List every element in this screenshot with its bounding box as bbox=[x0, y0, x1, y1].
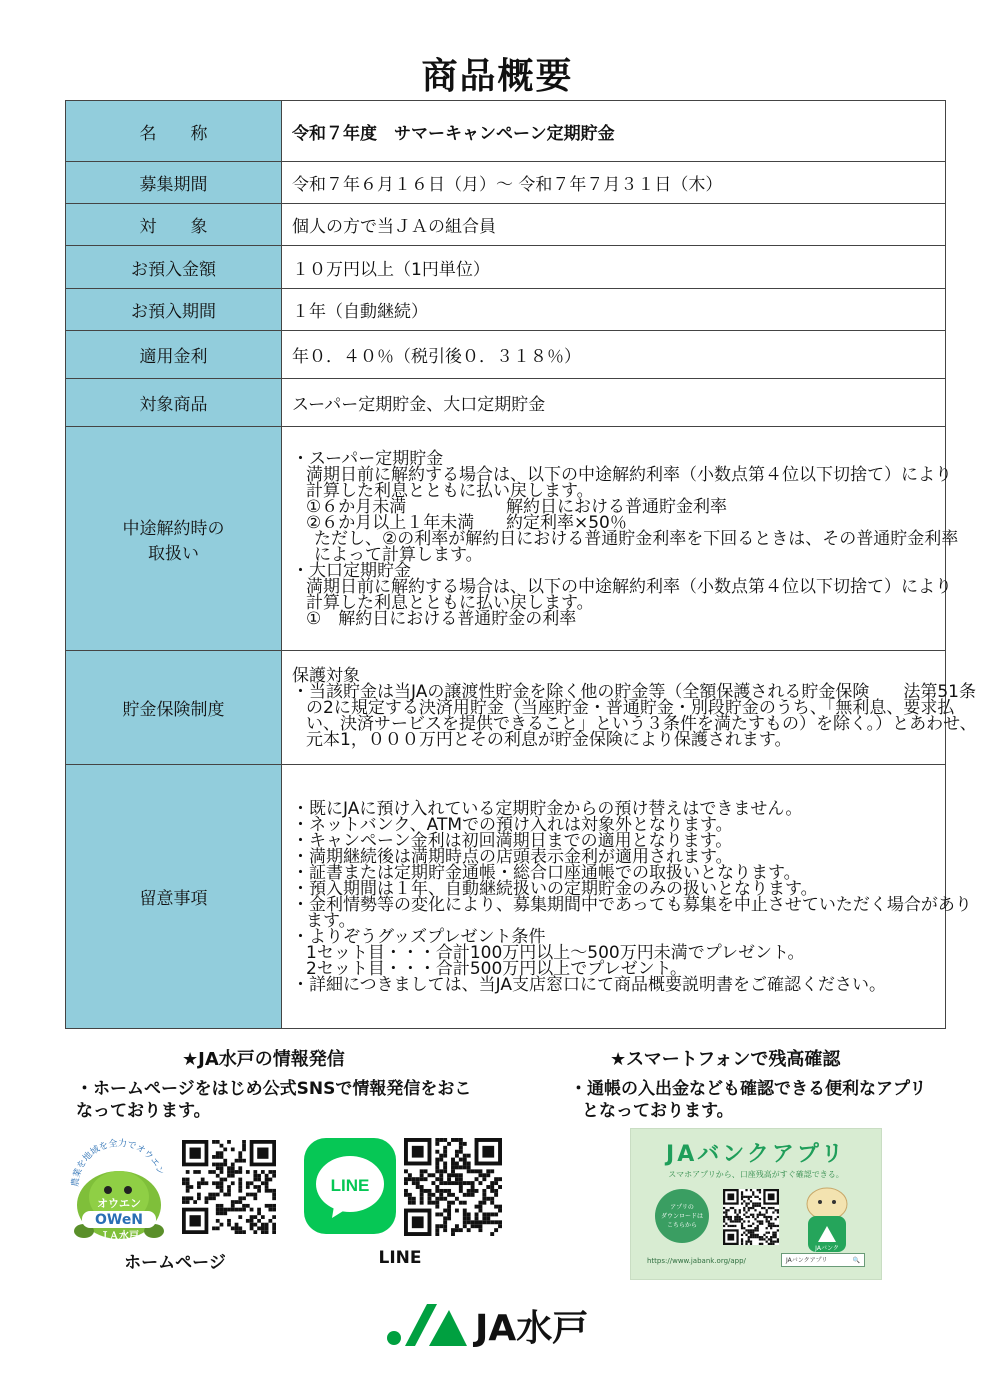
info-text-line2: なっております。 bbox=[76, 1101, 211, 1121]
row-insurance bbox=[66, 651, 946, 765]
cancel-line: ・スーパー定期貯金 bbox=[292, 448, 444, 469]
cancel-line: ・大口定期貯金 bbox=[292, 560, 411, 581]
label-target: 対 象 bbox=[66, 204, 282, 246]
notes-line: ・既にJAに預け入れている定期貯金からの預け替えはできません。 bbox=[292, 798, 803, 819]
notes-line: 2セット目・・・合計500万円以上でプレゼント。 bbox=[306, 958, 688, 979]
row-name bbox=[66, 101, 946, 162]
value-products: スーパー定期貯金、大口定期貯金 bbox=[282, 379, 946, 427]
cancel-line: 満期日前に解約する場合は、以下の中途解約利率（小数点第４位以下切捨て）により bbox=[306, 576, 952, 597]
notes-line: ます。 bbox=[306, 910, 356, 931]
app-text bbox=[570, 1078, 926, 1122]
download-line3: こちらから bbox=[666, 1222, 697, 1229]
value-period: 令和７年６月１６日（月）～ 令和７年７月３１日（木） bbox=[282, 162, 946, 204]
app-text-line2: となっております。 bbox=[582, 1101, 734, 1121]
label-products: 対象商品 bbox=[66, 379, 282, 427]
app-text-line1: ・通帳の入出金なども確認できる便利なアプリ bbox=[570, 1079, 927, 1099]
cancel-cell: 解約日における普通貯金利率 bbox=[506, 496, 727, 517]
label-amount: お預入金額 bbox=[66, 246, 282, 289]
search-icon: 🔍 bbox=[852, 1257, 860, 1264]
download-line1: アプリの bbox=[670, 1204, 694, 1211]
download-badge bbox=[655, 1189, 709, 1243]
insurance-line: い、決済サービスを提供できること」という３条件を満たすもの）を除く。）とあわせ、 bbox=[306, 713, 977, 734]
row-products bbox=[66, 379, 946, 427]
row-cancel bbox=[66, 427, 946, 651]
value-insurance bbox=[282, 651, 977, 765]
line-caption: LINE bbox=[378, 1248, 422, 1268]
row-rate bbox=[66, 331, 946, 379]
cancel-cell: ①６か月未満 bbox=[306, 496, 407, 517]
app-heading: ★スマートフォンで残高確認 bbox=[610, 1049, 841, 1070]
insurance-line: の2に規定する決済用貯金（当座貯金・普通貯金・別段貯金のうち、「無利息、要求払 bbox=[306, 697, 955, 718]
cancel-line: ① 解約日における普通貯金の利率 bbox=[306, 608, 577, 629]
notes-line: ・よりぞうグッズプレゼント条件 bbox=[292, 926, 546, 947]
line-logo-text: LINE bbox=[330, 1176, 370, 1195]
cancel-line: によって計算します。 bbox=[314, 544, 483, 565]
ja-bank-app-banner[interactable] bbox=[630, 1128, 882, 1280]
cancel-line: 満期日前に解約する場合は、以下の中途解約利率（小数点第４位以下切捨て）により bbox=[306, 464, 952, 485]
cancel-line: ただし、②の利率が解約日における普通貯金利率を下回るときは、その普通貯金利率 bbox=[314, 528, 959, 549]
line-logo[interactable] bbox=[304, 1138, 396, 1234]
cancel-cell: 約定利率×50％ bbox=[506, 512, 627, 533]
owen-mascot-logo bbox=[64, 1135, 174, 1243]
insurance-line: 保護対象 bbox=[292, 665, 360, 686]
row-notes bbox=[66, 765, 946, 1029]
label-notes: 留意事項 bbox=[66, 765, 282, 1029]
label-name: 名 称 bbox=[66, 101, 282, 162]
homepage-caption: ホームページ bbox=[124, 1253, 226, 1273]
banner-title: JAバンクアプリ bbox=[666, 1142, 846, 1167]
label-insurance: 貯金保険制度 bbox=[66, 651, 282, 765]
notes-line: ・預入期間は１年、自動継続扱いの定期貯金のみの扱いとなります。 bbox=[292, 878, 818, 899]
yorizo-mascot-icon bbox=[796, 1184, 858, 1254]
value-name: 令和７年度 サマーキャンペーン定期貯金 bbox=[282, 101, 946, 162]
value-term: １年（自動継続） bbox=[282, 289, 946, 331]
row-target bbox=[66, 204, 946, 246]
download-line2: ダウンロードは bbox=[660, 1213, 703, 1220]
info-text bbox=[76, 1078, 471, 1122]
insurance-line: ・当該貯金は当JAの譲渡性貯金を除く他の貯金等（全額保護される貯金保険 法第51条 bbox=[292, 681, 976, 702]
notes-line: ・満期継続後は満期時点の店頭表示金利が適用されます。 bbox=[292, 846, 733, 867]
row-term bbox=[66, 289, 946, 331]
owen-text3: ＪＡ水戸 bbox=[99, 1231, 139, 1242]
notes-line: ・詳細につきましては、当JA支店窓口にて商品概要説明書をご確認ください。 bbox=[292, 974, 887, 995]
insurance-line: 元本1，０００万円とその利息が貯金保険により保護されます。 bbox=[306, 729, 792, 750]
homepage-qr-code[interactable] bbox=[182, 1140, 276, 1234]
owen-text2: OWeN bbox=[94, 1212, 144, 1228]
label-cancel-line2: 取扱い bbox=[148, 543, 199, 564]
label-term: お預入期間 bbox=[66, 289, 282, 331]
cancel-line: 計算した利息とともに払い戻します。 bbox=[306, 480, 594, 501]
product-summary-table bbox=[65, 100, 977, 1029]
value-rate: 年０．４０％（税引後０．３１８％） bbox=[282, 331, 946, 379]
label-period: 募集期間 bbox=[66, 162, 282, 204]
row-period bbox=[66, 162, 946, 204]
value-cancel bbox=[282, 427, 959, 651]
page-title: 商品概要 bbox=[421, 56, 574, 97]
row-amount bbox=[66, 246, 946, 289]
banner-subtitle: スマホアプリから、口座残高がすぐ確認できる。 bbox=[668, 1170, 844, 1179]
info-text-line1: ・ホームページをはじめ公式SNSで情報発信をおこ bbox=[76, 1079, 472, 1099]
app-search-box[interactable] bbox=[781, 1253, 865, 1267]
app-url[interactable]: https://www.jabank.org/app/ bbox=[647, 1257, 746, 1265]
value-amount: １０万円以上（1円単位） bbox=[282, 246, 946, 289]
owen-text1: オウエン bbox=[97, 1197, 141, 1210]
info-heading: ★JA水戸の情報発信 bbox=[182, 1049, 345, 1070]
line-qr-code[interactable] bbox=[404, 1138, 502, 1236]
notes-line: ・ネットバンク、ATMでの預け入れは対象外となります。 bbox=[292, 814, 733, 835]
app-qr-code[interactable] bbox=[723, 1189, 779, 1245]
ja-mito-logo-text: JA水戸 bbox=[475, 1308, 589, 1349]
cancel-line: 計算した利息とともに払い戻します。 bbox=[306, 592, 594, 613]
label-cancel bbox=[66, 427, 282, 651]
notes-line: 1セット目・・・合計100万円以上～500万円未満でプレゼント。 bbox=[306, 942, 805, 963]
label-rate: 適用金利 bbox=[66, 331, 282, 379]
label-cancel-line1: 中途解約時の bbox=[122, 518, 225, 539]
notes-line: ・キャンペーン金利は初回満期日までの適用となります。 bbox=[292, 830, 733, 851]
cancel-cell: ②６か月以上１年未満 bbox=[306, 512, 475, 533]
notes-line: ・金利情勢等の変化により、募集期間中であっても募集を中止させていただく場合があり bbox=[292, 894, 972, 915]
app-search-text: JAバンクアプリ bbox=[786, 1257, 828, 1264]
ja-mito-logo bbox=[385, 1300, 615, 1350]
value-target: 個人の方で当ＪＡの組合員 bbox=[282, 204, 946, 246]
value-notes bbox=[282, 765, 972, 1029]
owen-arc-text: 農業を地域を全力でオウエン bbox=[70, 1138, 166, 1188]
app-icon-text: JAバンク bbox=[815, 1245, 839, 1252]
notes-line: ・証書または定期貯金通帳・総合口座通帳での取扱いとなります。 bbox=[292, 862, 801, 883]
